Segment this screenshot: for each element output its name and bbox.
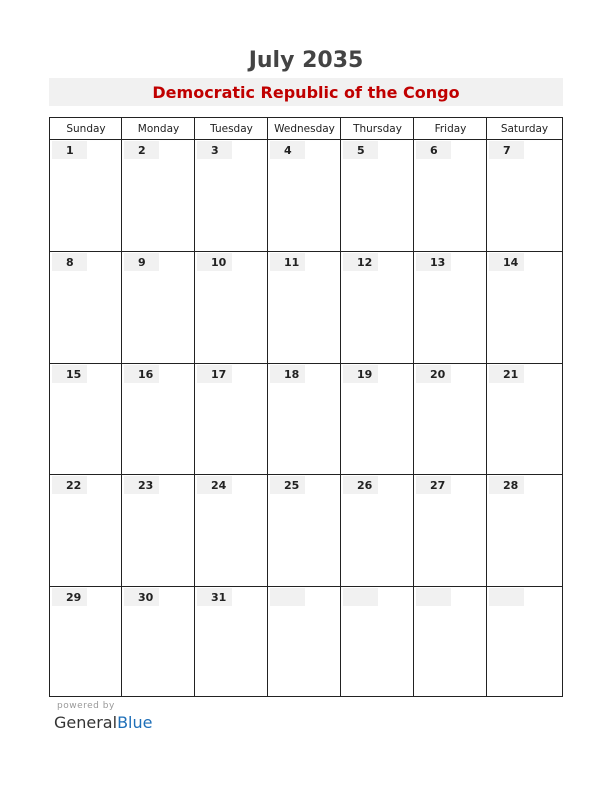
- weekday-header-tuesday: Tuesday: [210, 123, 253, 135]
- day-cell-7[interactable]: 7: [489, 141, 524, 159]
- day-cell-9[interactable]: 9: [124, 253, 159, 271]
- day-cell-18[interactable]: 18: [270, 365, 305, 383]
- day-cell-15[interactable]: 15: [52, 365, 87, 383]
- grid-column-divider: [194, 118, 195, 696]
- day-cell-6[interactable]: 6: [416, 141, 451, 159]
- weekday-header-friday: Friday: [434, 123, 467, 135]
- day-cell-empty[interactable]: [343, 588, 378, 606]
- day-cell-empty[interactable]: [489, 588, 524, 606]
- day-cell-13[interactable]: 13: [416, 253, 451, 271]
- day-cell-27[interactable]: 27: [416, 476, 451, 494]
- day-cell-3[interactable]: 3: [197, 141, 232, 159]
- day-cell-empty[interactable]: [270, 588, 305, 606]
- day-cell-26[interactable]: 26: [343, 476, 378, 494]
- grid-row-divider: [50, 251, 562, 252]
- grid-column-divider: [121, 118, 122, 696]
- day-cell-1[interactable]: 1: [52, 141, 87, 159]
- grid-column-divider: [267, 118, 268, 696]
- day-cell-25[interactable]: 25: [270, 476, 305, 494]
- powered-by-text: powered by: [57, 701, 115, 711]
- day-cell-19[interactable]: 19: [343, 365, 378, 383]
- day-cell-14[interactable]: 14: [489, 253, 524, 271]
- page-title: July 2035: [248, 48, 364, 73]
- country-name: Democratic Republic of the Congo: [152, 83, 460, 102]
- day-cell-20[interactable]: 20: [416, 365, 451, 383]
- weekday-header-monday: Monday: [137, 123, 180, 135]
- weekday-header-saturday: Saturday: [500, 123, 549, 135]
- weekday-header-wednesday: Wednesday: [274, 123, 335, 135]
- day-cell-30[interactable]: 30: [124, 588, 159, 606]
- day-cell-29[interactable]: 29: [52, 588, 87, 606]
- calendar-grid: [49, 117, 563, 697]
- grid-row-divider: [50, 474, 562, 475]
- country-band: [49, 78, 563, 106]
- day-cell-21[interactable]: 21: [489, 365, 524, 383]
- day-cell-31[interactable]: 31: [197, 588, 232, 606]
- weekday-header-sunday: Sunday: [66, 123, 106, 135]
- logo-general-text: General: [54, 713, 118, 732]
- generalblue-logo[interactable]: [54, 713, 152, 732]
- day-cell-4[interactable]: 4: [270, 141, 305, 159]
- grid-row-divider: [50, 586, 562, 587]
- grid-column-divider: [340, 118, 341, 696]
- day-cell-24[interactable]: 24: [197, 476, 232, 494]
- day-cell-10[interactable]: 10: [197, 253, 232, 271]
- day-cell-22[interactable]: 22: [52, 476, 87, 494]
- day-cell-5[interactable]: 5: [343, 141, 378, 159]
- day-cell-2[interactable]: 2: [124, 141, 159, 159]
- logo-blue-text: Blue: [117, 713, 153, 732]
- day-cell-8[interactable]: 8: [52, 253, 87, 271]
- grid-column-divider: [413, 118, 414, 696]
- day-cell-17[interactable]: 17: [197, 365, 232, 383]
- day-cell-11[interactable]: 11: [270, 253, 305, 271]
- day-cell-12[interactable]: 12: [343, 253, 378, 271]
- weekday-header-thursday: Thursday: [353, 123, 402, 135]
- day-cell-28[interactable]: 28: [489, 476, 524, 494]
- grid-column-divider: [486, 118, 487, 696]
- day-cell-16[interactable]: 16: [124, 365, 159, 383]
- day-cell-empty[interactable]: [416, 588, 451, 606]
- grid-row-divider: [50, 363, 562, 364]
- day-cell-23[interactable]: 23: [124, 476, 159, 494]
